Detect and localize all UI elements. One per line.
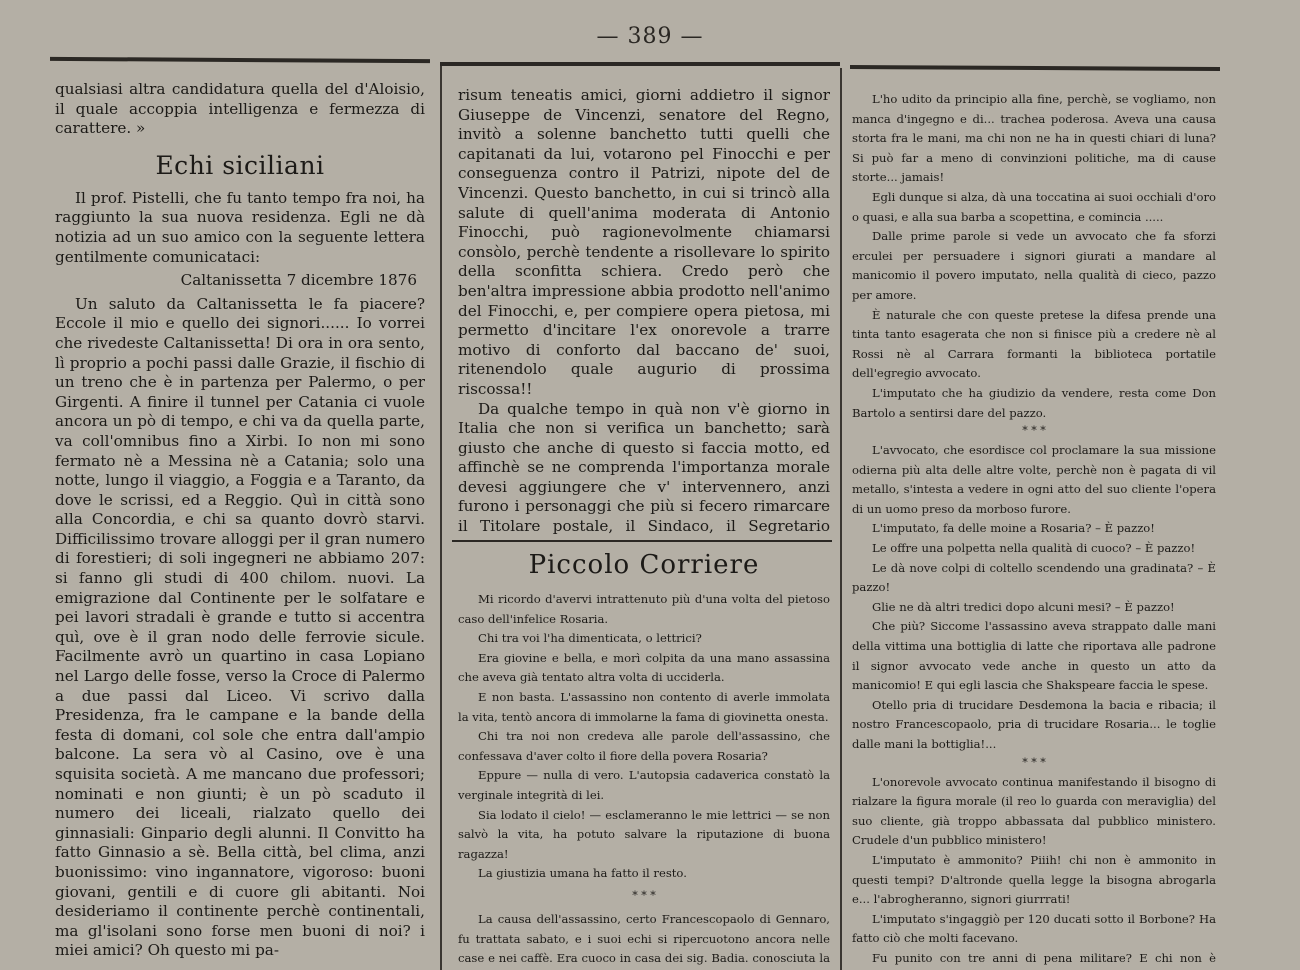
col3-paragraph-7: L'imputato, fa delle moine a Rosaria? – È pazzo! xyxy=(872,521,1155,536)
section-stars-1: * * * xyxy=(1022,424,1046,438)
col3-paragraph-5: L'imputato che ha giudizio da vendere, resta come Don Bartolo a sentirsi dare del pazzo. xyxy=(852,385,1216,420)
corriere-paragraph-9: La causa dell'assassino, certo Francescopaolo di Gennaro, fu trattata sabato, e i suoi echi si ripercuotono ancora nelle case e nei caffè. Era cuoco in casa dei sig. Badia. conosciuta la xyxy=(458,911,830,966)
section-heading-piccolo-corriere: Piccolo Corriere xyxy=(528,550,760,580)
col3-paragraph-3: Dalle prime parole si vede un avvocato che fa sforzi erculei per persuadere i signori giurati a mandare al manicomio il povero imputato, nella qualità di cieco, pazzo per amore. xyxy=(852,229,1216,302)
col1-intro: qualsiasi altra candidatura quella del d'Aloisio, il quale accoppia intelligenza e fermezza di carattere. » xyxy=(55,80,425,138)
col3-paragraph-10: Glie ne dà altri tredici dopo alcuni mesi? – È pazzo! xyxy=(872,599,1175,614)
col3-paragraph-16: Fu punito con tre anni di pena militare? E chi non è xyxy=(872,950,1216,965)
top-rule-right xyxy=(850,65,1220,71)
column-1 xyxy=(55,80,425,961)
col2-paragraph-1: risum teneatis amici, giorni addietro il signor Giuseppe de Vincenzi, senatore del Regno, invitò a solenne banchetto tutti quelli che capitanati da lui, votarono pel Finocchi e per conseguenza contro il Patrizi, nipote del de Vincenzi. Questo banchetto, in cui si trincò alla salute di quell'anima moderata di Antonio Finocchi, può ragionevolmente chiamarsi consòlo, perchè tendente a risollevare lo spirito della sconfitta schiera. Credo però che ben'altra impressione abbia prodotto nell'animo del Finocchi, e, per compiere opera pietosa, mi permetto d'incitare l'ex onorevole a trarre motivo di conforto dal baccano de' suoi, ritenendolo quale augurio di prossima riscossa!! xyxy=(458,86,830,398)
section-stars: * * * xyxy=(632,888,656,902)
col3-paragraph-2: Egli dunque si alza, dà una toccatina ai suoi occhiali d'oro o quasi, e alla sua barba a scopettina, e comincia ..... xyxy=(852,189,1216,224)
corriere-paragraph-7: Sia lodato il cielo! — esclameranno le mie lettrici — se non salvò la vita, ha potuto salvare la riputazione di buona ragazza! xyxy=(458,807,830,861)
col3-paragraph-9: Le dà nove colpi di coltello scendendo una gradinata? – È pazzo! xyxy=(852,560,1216,595)
section-rule xyxy=(452,540,832,542)
corriere-paragraph-4: E non basta. L'assassino non contento di averle immolata la vita, tentò ancora di immolarne la fama di giovinetta onesta. xyxy=(458,689,830,724)
column-2-bottom xyxy=(458,590,830,970)
column-divider-2 xyxy=(840,68,842,970)
column-3 xyxy=(852,90,1216,970)
col1-paragraph-2: Un saluto da Caltanissetta le fa piacere? Eccole il mio e quello dei signori...... Io vorrei che rivedeste Caltanissetta! Di ora in ora sento, lì proprio a pochi passi dalle Grazie, il fischio di un treno che è in partenza per Palermo, o per Girgenti. A finire il tunnel per Catania ci vuole ancora un pò di tempo, e chi va da quella parte, va coll'omnibus fino a Xirbi. Io non mi sono fermato nè a Messina nè a Catania; solo una notte, lungo il viaggio, a Foggia e a Taranto, da dove le scrissi, ed a Reggio. Quì in città sono alla Concordia, e chi sa quanto dovrò starvi. Difficilissimo trovare alloggi per il gran numero di forestieri; di soli ingegneri ne abbiamo 207: si fanno gli studi di 400 chilom. nuovi. La emigrazione dal Continente per le solfatare e pei lavori stradali è grande e tutto si accentra quì, ove è il gran nodo delle ferrovie sicule. Facilmente avrò un quartino in casa Lopiano nel Largo delle fosse, verso la Croce di Palermo a due passi dal Liceo. Vi scrivo dalla Presidenza, fra le campane e la bande della festa di domani, col sole che entra dall'ampio balcone. La sera vò al Casino, ove è una squisita società. A me mancano due professori; nominati e non giunti; è un pò scaduto il numero dei liceali, rialzato quello dei ginnasiali: Ginpario degli alunni. Il Convitto ha fatto Ginnasio a sè. Bella città, bel clima, anzi buonissimo: vino ingannatore, vigoroso: buoni giovani, gentili e di cuore gli abitanti. Noi desideriamo il continente perchè continentali, ma gl'isolani sono forse men buoni di noi? i miei amici? Oh questo mi pa- xyxy=(55,294,425,960)
col1-paragraph-1: Il prof. Pistelli, che fu tanto tempo fra noi, ha raggiunto la sua nuova residenza. Egli ne dà notizia ad un suo amico con la seguente lettera gentilmente comunicataci: xyxy=(55,188,425,266)
col3-paragraph-14: L'imputato è ammonito? Piiih! chi non è ammonito in questi tempi? D'altronde quella legge la bisogna abrogarla e... l'abrogheranno, signori giurrrati! xyxy=(852,852,1216,907)
col3-paragraph-15: L'imputato s'ingaggiò per 120 ducati sotto il Borbone? Ha fatto ciò che molti facevano. xyxy=(852,911,1216,946)
col3-paragraph-13: L'onorevole avvocato continua manifestando il bisogno di rialzare la figura morale (il reo lo guarda con meraviglia) del suo cliente, già troppo abbassata dal pubblico ministero. Crudele d'un pubblico ministero! xyxy=(852,774,1216,848)
page-number: — 389 — xyxy=(596,24,704,49)
column-2-top xyxy=(458,86,830,536)
col3-paragraph-4: È naturale che con queste pretese la difesa prende una tinta tanto esagerata che non si finisce più a credere nè al Rossi nè al Carrara formanti la biblioteca portatile dell'egregio avvocato. xyxy=(852,307,1216,381)
corriere-paragraph-2: Chi tra voi l'ha dimenticata, o lettrici? xyxy=(478,631,702,646)
letter-dateline: Caltanissetta 7 dicembre 1876 xyxy=(180,271,417,290)
corriere-paragraph-6: Eppure — nulla di vero. L'autopsia cadaverica constatò la verginale integrità di lei. xyxy=(458,768,830,802)
col3-paragraph-12: Otello pria di trucidare Desdemona la bacia e ribacia; il nostro Francescopaolo, pria di trucidare Rosaria... le toglie dalle mani la bottiglia!... xyxy=(852,697,1216,751)
col2-paragraph-2: Da qualche tempo in quà non v'è giorno in Italia che non si verifica un banchetto; sarà giusto che anche di questo si faccia motto, ed affinchè se ne comprenda l'importanza morale devesi aggiungere che v' intervennero, anzi furono i personaggi che più si fecero rimarcare il Titolare postale, il Sindaco, il Segretario xyxy=(458,399,830,536)
corriere-paragraph-3: Era giovine e bella, e morì colpita da una mano assassina che aveva già tentato altra volta di ucciderla. xyxy=(458,650,830,685)
corriere-paragraph-1: Mi ricordo d'avervi intrattenuto più d'una volta del pietoso caso dell'infelice Rosaria. xyxy=(458,592,830,626)
col3-paragraph-6: L'avvocato, che esordisce col proclamare la sua missione odierna più alta delle altre volte, perchè non è pagata di vil metallo, s'intesta a vedere in ogni atto del suo cliente l'opera di un uomo preso da morboso furore. xyxy=(852,443,1216,516)
col3-paragraph-11: Che più? Siccome l'assassino aveva strappato dalle mani della vittima una bottiglia di latte che riportava alle padrone il signor avvocato vede anche in questo un atto da manicomio! E qui egli lascia che Shakspeare faccia le spese. xyxy=(852,619,1216,693)
col3-paragraph-8: Le offre una polpetta nella qualità di cuoco? – È pazzo! xyxy=(872,541,1196,556)
section-heading-echi-siciliani: Echi siciliani xyxy=(155,150,325,180)
top-rule-left xyxy=(50,57,430,63)
corriere-paragraph-5: Chi tra noi non credeva alle parole dell'assassino, che confessava d'aver colto il fiore della povera Rosaria? xyxy=(458,729,830,763)
col3-paragraph-1: L'ho udito da principio alla fine, perchè, se vogliamo, non manca d'ingegno e di... trachea poderosa. Aveva una causa storta fra le mani, ma chi non ne ha in questi chiari di luna? Si può far a meno di convinzioni politiche, ma di cause storte... jamais! xyxy=(852,92,1216,185)
top-rule-middle xyxy=(440,62,840,66)
column-divider-1 xyxy=(440,66,442,970)
corriere-paragraph-8: La giustizia umana ha fatto il resto. xyxy=(478,866,687,881)
section-stars-2: * * * xyxy=(1022,755,1046,769)
